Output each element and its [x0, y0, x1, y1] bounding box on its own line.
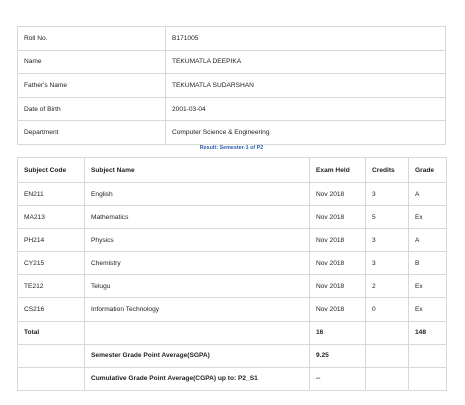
dob-value: 2001-03-04 [166, 97, 446, 121]
sgpa-row [18, 344, 447, 367]
cgpa-row [18, 367, 447, 390]
credits: 3 [366, 229, 409, 252]
credits: 5 [366, 206, 409, 229]
subject-code: CS216 [18, 298, 85, 321]
subject-name: Mathematics [85, 206, 310, 229]
father-name-label: Father's Name [18, 74, 166, 98]
table-row [18, 206, 447, 229]
grade: Ex [409, 206, 447, 229]
marks-header-row [18, 158, 447, 183]
exam-held: Nov 2018 [310, 252, 366, 275]
grade: A [409, 183, 447, 206]
credits: 2 [366, 275, 409, 298]
empty-cell [366, 321, 409, 344]
name-value: TEKUMATLA DEEPIKA [166, 50, 446, 74]
department-label: Department [18, 121, 166, 145]
sgpa-label: Semester Grade Point Average(SGPA) [85, 344, 310, 367]
department-value: Computer Science & Engineering [166, 121, 446, 145]
exam-held: Nov 2018 [310, 275, 366, 298]
empty-cell [366, 367, 409, 390]
total-grade-points: 148 [409, 321, 447, 344]
credits: 3 [366, 252, 409, 275]
marks-table [17, 157, 447, 391]
info-row-dob [18, 97, 446, 121]
student-info-table [17, 26, 446, 145]
table-row [18, 252, 447, 275]
grade: B [409, 252, 447, 275]
cgpa-label: Cumulative Grade Point Average(CGPA) up to: P2_S1 [85, 367, 310, 390]
subject-code: EN211 [18, 183, 85, 206]
total-label: Total [18, 321, 85, 344]
info-row-father-name [18, 74, 446, 98]
exam-held: Nov 2018 [310, 298, 366, 321]
exam-held: Nov 2018 [310, 183, 366, 206]
subject-name: Chemistry [85, 252, 310, 275]
father-name-value: TEKUMATLA SUDARSHAN [166, 74, 446, 98]
subject-name: English [85, 183, 310, 206]
grade: Ex [409, 298, 447, 321]
exam-held: Nov 2018 [310, 206, 366, 229]
exam-held: Nov 2018 [310, 229, 366, 252]
empty-cell [366, 344, 409, 367]
subject-code: MA213 [18, 206, 85, 229]
cgpa-value: -- [310, 367, 366, 390]
subject-code: PH214 [18, 229, 85, 252]
subject-code: TE212 [18, 275, 85, 298]
header-subject-name: Subject Name [85, 158, 310, 183]
table-row [18, 275, 447, 298]
result-title: Result: Semester-1 of P2 [199, 145, 264, 151]
empty-cell [85, 321, 310, 344]
table-row [18, 183, 447, 206]
empty-cell [18, 344, 85, 367]
table-row [18, 229, 447, 252]
credits: 3 [366, 183, 409, 206]
subject-name: Physics [85, 229, 310, 252]
subject-name: Telugu [85, 275, 310, 298]
info-row-roll-no [18, 27, 446, 51]
roll-no-value: B171005 [166, 27, 446, 51]
credits: 0 [366, 298, 409, 321]
roll-no-label: Roll No. [18, 27, 166, 51]
grade: Ex [409, 275, 447, 298]
subject-name: Information Technology [85, 298, 310, 321]
dob-label: Date of Birth [18, 97, 166, 121]
info-row-name [18, 50, 446, 74]
empty-cell [409, 344, 447, 367]
name-label: Name [18, 50, 166, 74]
empty-cell [409, 367, 447, 390]
subject-code: CY215 [18, 252, 85, 275]
info-row-department [18, 121, 446, 145]
total-row [18, 321, 447, 344]
header-credits: Credits [366, 158, 409, 183]
sgpa-value: 9.25 [310, 344, 366, 367]
header-subject-code: Subject Code [18, 158, 85, 183]
header-exam-held: Exam Held [310, 158, 366, 183]
header-grade: Grade [409, 158, 447, 183]
empty-cell [18, 367, 85, 390]
grade: A [409, 229, 447, 252]
table-row [18, 298, 447, 321]
total-credits: 16 [310, 321, 366, 344]
